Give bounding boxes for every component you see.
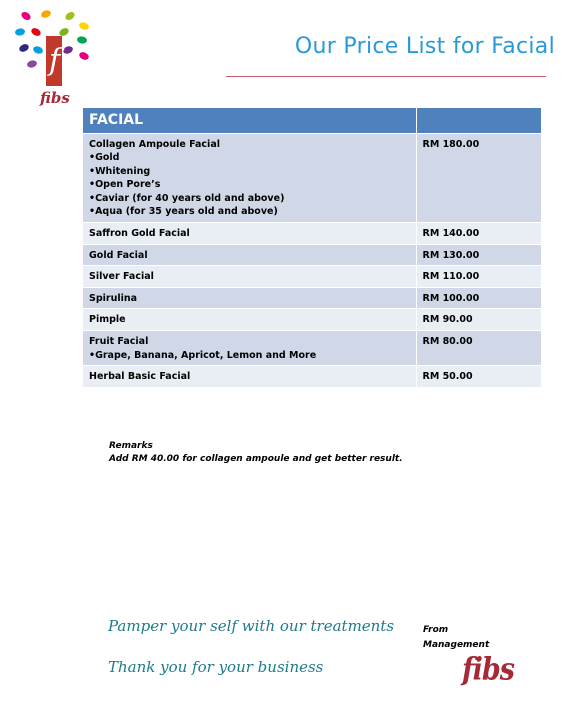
treatment-name: Herbal Basic Facial (89, 371, 191, 383)
tagline-pamper: Pamper your self with our treatments (108, 617, 395, 635)
from-label: From (423, 625, 449, 635)
signature-block (423, 623, 489, 653)
logo-letter: f (49, 43, 61, 78)
treatment-name: Fruit Facial (89, 336, 149, 348)
treatment-detail: •Whitening (89, 165, 151, 177)
treatment-cell (83, 287, 416, 309)
remarks-block (109, 440, 403, 466)
table-row (83, 133, 541, 223)
treatment-name: Gold Facial (89, 249, 148, 261)
price-cell: RM 180.00 (416, 133, 541, 223)
treatment-cell (83, 366, 416, 387)
treatment-name: Silver Facial (89, 271, 154, 283)
treatment-name: Spirulina (89, 292, 138, 304)
footer-logo: fibs (462, 651, 514, 688)
remarks-title: Remarks (109, 441, 153, 451)
fibs-logo (12, 6, 100, 106)
signature-name: Management (423, 640, 490, 650)
price-rows (83, 133, 541, 387)
treatment-detail: •Grape, Banana, Apricot, Lemon and More (89, 349, 317, 361)
price-cell: RM 100.00 (416, 287, 541, 309)
table-row (83, 223, 541, 245)
treatment-cell (83, 223, 416, 245)
treatment-cell (83, 133, 416, 223)
price-cell: RM 50.00 (416, 366, 541, 387)
logo-text: fibs (40, 89, 70, 106)
remarks-text: Add RM 40.00 for collagen ampoule and get better result. (109, 454, 403, 464)
treatment-name: Collagen Ampoule Facial (89, 138, 220, 150)
price-cell: RM 140.00 (416, 223, 541, 245)
table-heading-price (416, 108, 541, 133)
table-row (83, 366, 541, 387)
treatment-name: Saffron Gold Facial (89, 228, 190, 240)
table-row (83, 244, 541, 266)
tagline-thanks: Thank you for your business (108, 658, 324, 676)
table-row (83, 309, 541, 331)
treatment-detail: •Aqua (for 35 years old and above) (89, 206, 278, 218)
table-header-row (83, 108, 541, 133)
treatment-cell (83, 266, 416, 288)
table-row (83, 287, 541, 309)
page-title: Our Price List for Facial (294, 34, 555, 59)
treatment-cell (83, 331, 416, 366)
treatment-detail: •Gold (89, 152, 120, 164)
table-heading: FACIAL (83, 108, 416, 133)
table-row (83, 266, 541, 288)
price-cell: RM 110.00 (416, 266, 541, 288)
treatment-detail: •Caviar (for 40 years old and above) (89, 192, 285, 204)
price-cell: RM 80.00 (416, 331, 541, 366)
treatment-cell (83, 309, 416, 331)
price-table (83, 108, 542, 387)
title-divider (226, 76, 546, 77)
treatment-detail: •Open Pore’s (89, 179, 161, 191)
treatment-cell (83, 244, 416, 266)
price-cell: RM 130.00 (416, 244, 541, 266)
price-cell: RM 90.00 (416, 309, 541, 331)
treatment-name: Pimple (89, 314, 126, 326)
table-row (83, 331, 541, 366)
